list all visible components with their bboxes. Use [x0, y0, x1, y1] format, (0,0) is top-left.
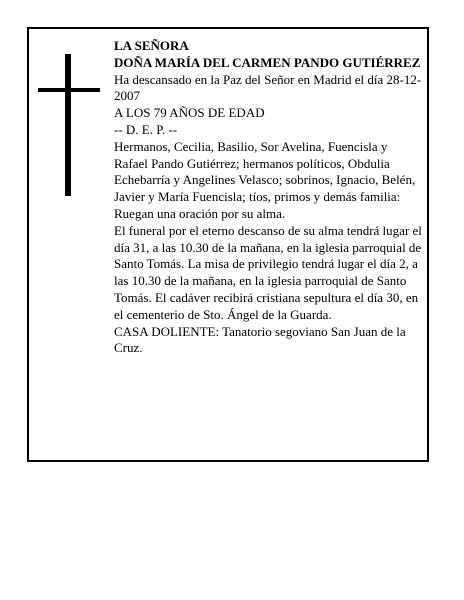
cross-horizontal-bar — [38, 88, 100, 92]
notice-title: LA SEÑORA — [114, 38, 189, 53]
funeral-details: El funeral por el eterno descanso de su alma tendrá lugar el día 31, a las 10.30 de la mañana, en la iglesia parroquial de Santo Tomás. La misa de privilegio tendrá lugar el día 2, a las 10.30 de la mañana, en la iglesia parroquial de Santo Tomás. El cadáver recibirá cristiana sepultura el día 30, en el cementerio de Sto. Ángel de la Guarda. — [114, 222, 422, 322]
prayer-request: Ruegan una oración por su alma. — [114, 205, 286, 221]
rip-line: -- D. E. P. -- — [114, 121, 178, 137]
cross-icon — [38, 54, 100, 196]
family-list: Hermanos, Cecilia, Basilio, Sor Avelina, Fuencisla y Rafael Pando Gutiérrez; hermanos políticos, Obdulia Echebarría y Angelines Velasco; sobrinos, Ignacio, Belén, Javier y María Fuencisla; tíos, primos y demás familia: — [114, 138, 416, 205]
age-line: A LOS 79 AÑOS DE EDAD — [114, 105, 265, 121]
death-info: Ha descansado en la Paz del Señor en Madrid el día 28-12-2007 — [114, 71, 422, 104]
deceased-name: DOÑA MARÍA DEL CARMEN PANDO GUTIÉRREZ — [114, 54, 421, 70]
mourning-house: CASA DOLIENTE: Tanatorio segoviano San Juan de la Cruz. — [114, 323, 406, 356]
obituary-text — [114, 38, 422, 357]
cross-vertical-bar — [65, 54, 71, 196]
